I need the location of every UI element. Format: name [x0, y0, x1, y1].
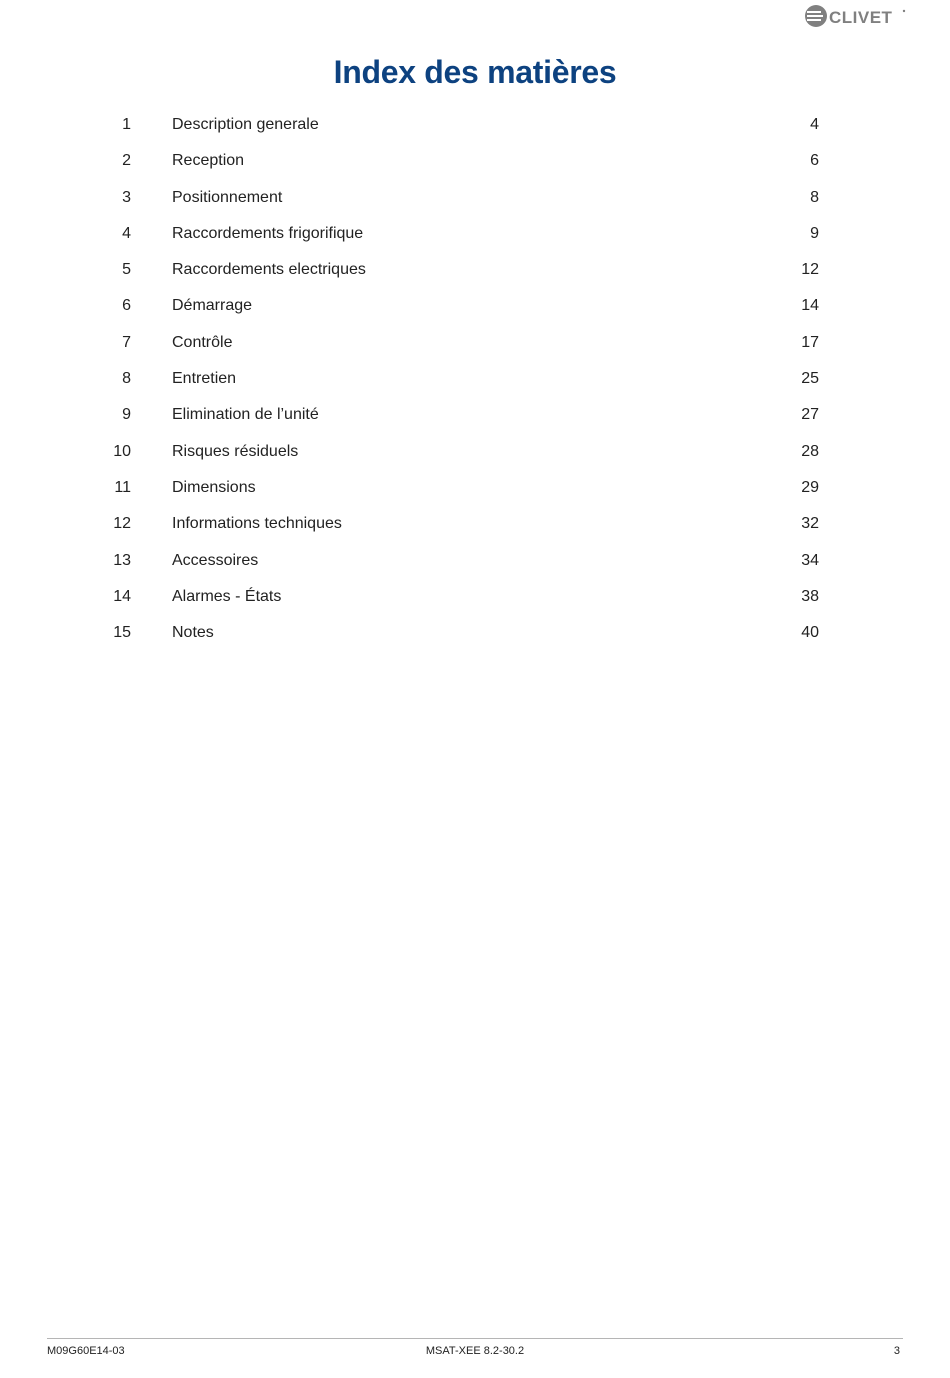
toc-entry-number: 8: [122, 370, 131, 388]
toc-entry-label: Contrôle: [172, 333, 233, 351]
toc-entry-page: 17: [801, 333, 819, 351]
toc-entry-label: Informations techniques: [172, 515, 342, 533]
toc-entry[interactable]: [0, 397, 950, 433]
clivet-logo-icon: [804, 3, 908, 29]
toc-entry-label: Entretien: [172, 370, 237, 388]
toc-entry[interactable]: [0, 470, 950, 506]
toc-entry-page: 9: [810, 224, 819, 242]
toc-entry-page: 28: [801, 442, 819, 460]
page-number: 3: [893, 1345, 900, 1357]
document-code: M09G60E14-03: [47, 1345, 125, 1357]
toc-entry-page: 4: [810, 116, 819, 133]
toc-entry-page: 32: [801, 515, 819, 533]
toc-entry-number: 10: [113, 442, 131, 460]
toc-entry-page: 12: [801, 261, 819, 279]
toc-entry-number: 12: [113, 515, 131, 533]
toc-entry-page: 34: [801, 551, 819, 569]
toc-entry[interactable]: [0, 180, 950, 216]
toc-entry-label: Raccordements frigorifique: [172, 224, 364, 242]
toc-entry-page: 29: [801, 478, 819, 496]
toc-entry-label: Reception: [172, 152, 245, 170]
toc-entry-label: Raccordements electriques: [172, 261, 366, 279]
toc-entry-page: 27: [801, 406, 819, 424]
toc-entry-label: Alarmes - États: [172, 587, 282, 605]
toc-entry-number: 5: [122, 261, 131, 279]
footer: [47, 1344, 903, 1360]
toc-entry[interactable]: [0, 543, 950, 579]
toc-entry-number: 6: [122, 297, 131, 315]
toc-entry-page: 14: [801, 297, 819, 315]
toc-entry-label: Risques résiduels: [172, 442, 299, 460]
toc-entry[interactable]: [0, 107, 950, 143]
toc-entry-number: 11: [114, 478, 131, 496]
toc-entry-number: 2: [122, 152, 131, 170]
toc-entry-number: 1: [122, 116, 131, 133]
toc-entry[interactable]: [0, 252, 950, 288]
toc-entry[interactable]: [0, 506, 950, 542]
toc-entry[interactable]: [0, 143, 950, 179]
toc-entry-page: 8: [810, 188, 819, 206]
toc-entry-number: 3: [122, 188, 131, 206]
logo-text: CLIVET: [829, 8, 893, 27]
toc-entry[interactable]: [0, 325, 950, 361]
toc-entry[interactable]: [0, 579, 950, 615]
toc-entry-number: 15: [113, 624, 131, 642]
toc-entry-number: 13: [113, 551, 131, 569]
toc-entry-number: 9: [122, 406, 131, 424]
toc-entry-page: 40: [801, 624, 819, 642]
toc-entry-label: Notes: [172, 624, 214, 642]
toc-entry[interactable]: [0, 615, 950, 651]
clivet-logo: [804, 3, 908, 29]
toc-entry-page: 38: [801, 587, 819, 605]
model-range: MSAT-XEE 8.2-30.2: [425, 1345, 525, 1357]
toc-entry-label: Accessoires: [172, 551, 259, 569]
toc-entry-label: Positionnement: [172, 188, 283, 206]
toc-entry-number: 14: [113, 587, 131, 605]
toc-entry[interactable]: [0, 361, 950, 397]
toc-entry[interactable]: [0, 434, 950, 470]
toc-entry-page: 25: [801, 370, 819, 388]
footer-divider: [47, 1338, 903, 1339]
toc-entry[interactable]: [0, 216, 950, 252]
table-of-contents: [0, 107, 950, 651]
toc-entry-number: 7: [122, 333, 131, 351]
toc-entry[interactable]: [0, 288, 950, 324]
toc-entry-label: Dimensions: [172, 478, 256, 496]
toc-entry-label: Elimination de l’unité: [172, 406, 319, 424]
toc-entry-number: 4: [122, 224, 131, 242]
toc-entry-label: Description generale: [172, 116, 319, 133]
page-title: Index des matières: [333, 54, 617, 90]
toc-entry-label: Démarrage: [172, 297, 253, 315]
toc-entry-page: 6: [810, 152, 819, 170]
